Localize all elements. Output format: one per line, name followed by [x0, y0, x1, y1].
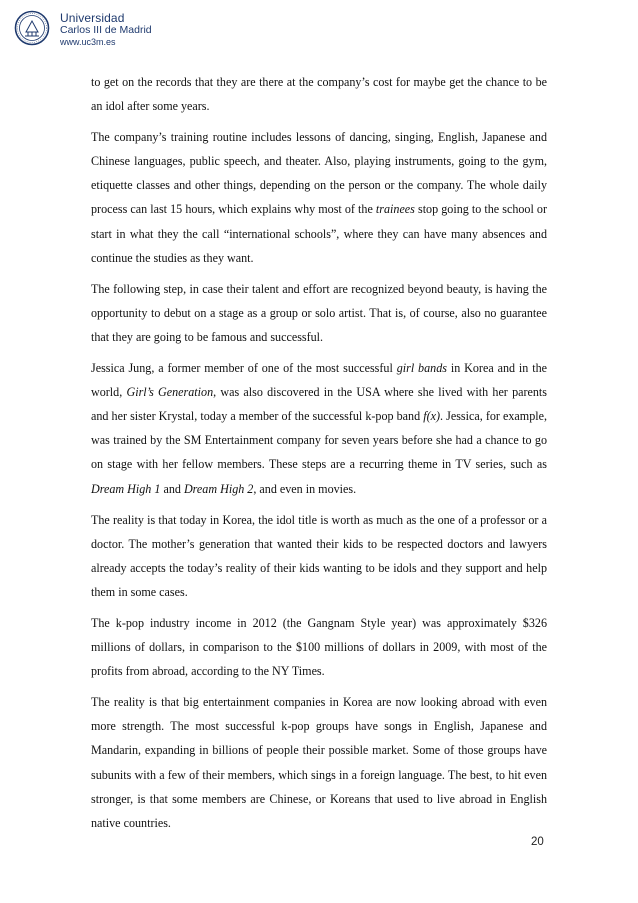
emphasis-girls-generation: Girl’s Generation	[126, 385, 214, 400]
emphasis-trainees: trainees	[375, 202, 415, 217]
emphasis-fx: f(x)	[423, 409, 441, 424]
university-name	[60, 12, 152, 48]
university-name-line1: Universidad	[60, 11, 125, 25]
document-body	[91, 70, 547, 842]
university-seal-icon	[14, 10, 50, 46]
university-website: www.uc3m.es	[60, 37, 116, 47]
paragraph-7: The reality is that big entertainment companies in Korea are now looking abroad with even more strength. The most successful k-pop groups have songs in English, Japanese and Mandarin, expanding in billions of people their possible market. Some of those groups have subunits with a few of their members, which sings in a foreign language. The best, to hit even stronger, is that some members are Chinese, or Koreans that used to live abroad in English native countries.	[91, 695, 547, 830]
paragraph-2: The company’s training routine includes lessons of dancing, singing, English, Japanese and Chinese languages, public speech, and theater. Also, playing instruments, going to the gym, etiquette classes and other things, depending on the person or the company. The whole daily process can last 15 hours, which explains why most of the trainees stop going to the school or start in what they the call “international schools”, where they can have many absences and continue the studies as they want.	[91, 130, 547, 265]
paragraph-5: The reality is that today in Korea, the idol title is worth as much as the one of a professor or a doctor. The mother’s generation that wanted their kids to be respected doctors and lawyers already accepts the today’s reality of their kids wanting to be idols and they support and help them in some cases.	[91, 512, 547, 599]
emphasis-girl-bands: girl bands	[396, 361, 447, 376]
paragraph-1: to get on the records that they are there at the company’s cost for maybe get the chance to be an idol after some years.	[91, 75, 547, 114]
emphasis-dream-high-2: Dream High 2	[183, 481, 254, 496]
paragraph-4: Jessica Jung, a former member of one of the most successful girl bands in Korea and in the world, Girl’s Generation, was also discovered in the USA where she lived with her parents and her sister Krystal, today a member of the successful k-pop band f(x). Jessica, for example, was trained by the SM Entertainment company for seven years before she had a chance to go on stage with her fellow members. These steps are a recurring theme in TV series, such as Dream High 1 and Dream High 2, and even in movies.	[91, 361, 547, 496]
page-number: 20	[531, 836, 544, 848]
emphasis-dream-high-1: Dream High 1	[91, 481, 161, 496]
university-name-line2: Carlos III de Madrid	[60, 24, 152, 36]
paragraph-6: The k-pop industry income in 2012 (the Gangnam Style year) was approximately $326 millions of dollars, in comparison to the $100 millions of dollars in 2009, with most of the profits from abroad, according to the NY Times.	[91, 615, 547, 679]
paragraph-3: The following step, in case their talent and effort are recognized beyond beauty, is having the opportunity to debut on a stage as a group or solo artist. That is, of course, also no guarantee that they are going to be famous and successful.	[91, 281, 547, 344]
university-logo	[14, 10, 174, 50]
